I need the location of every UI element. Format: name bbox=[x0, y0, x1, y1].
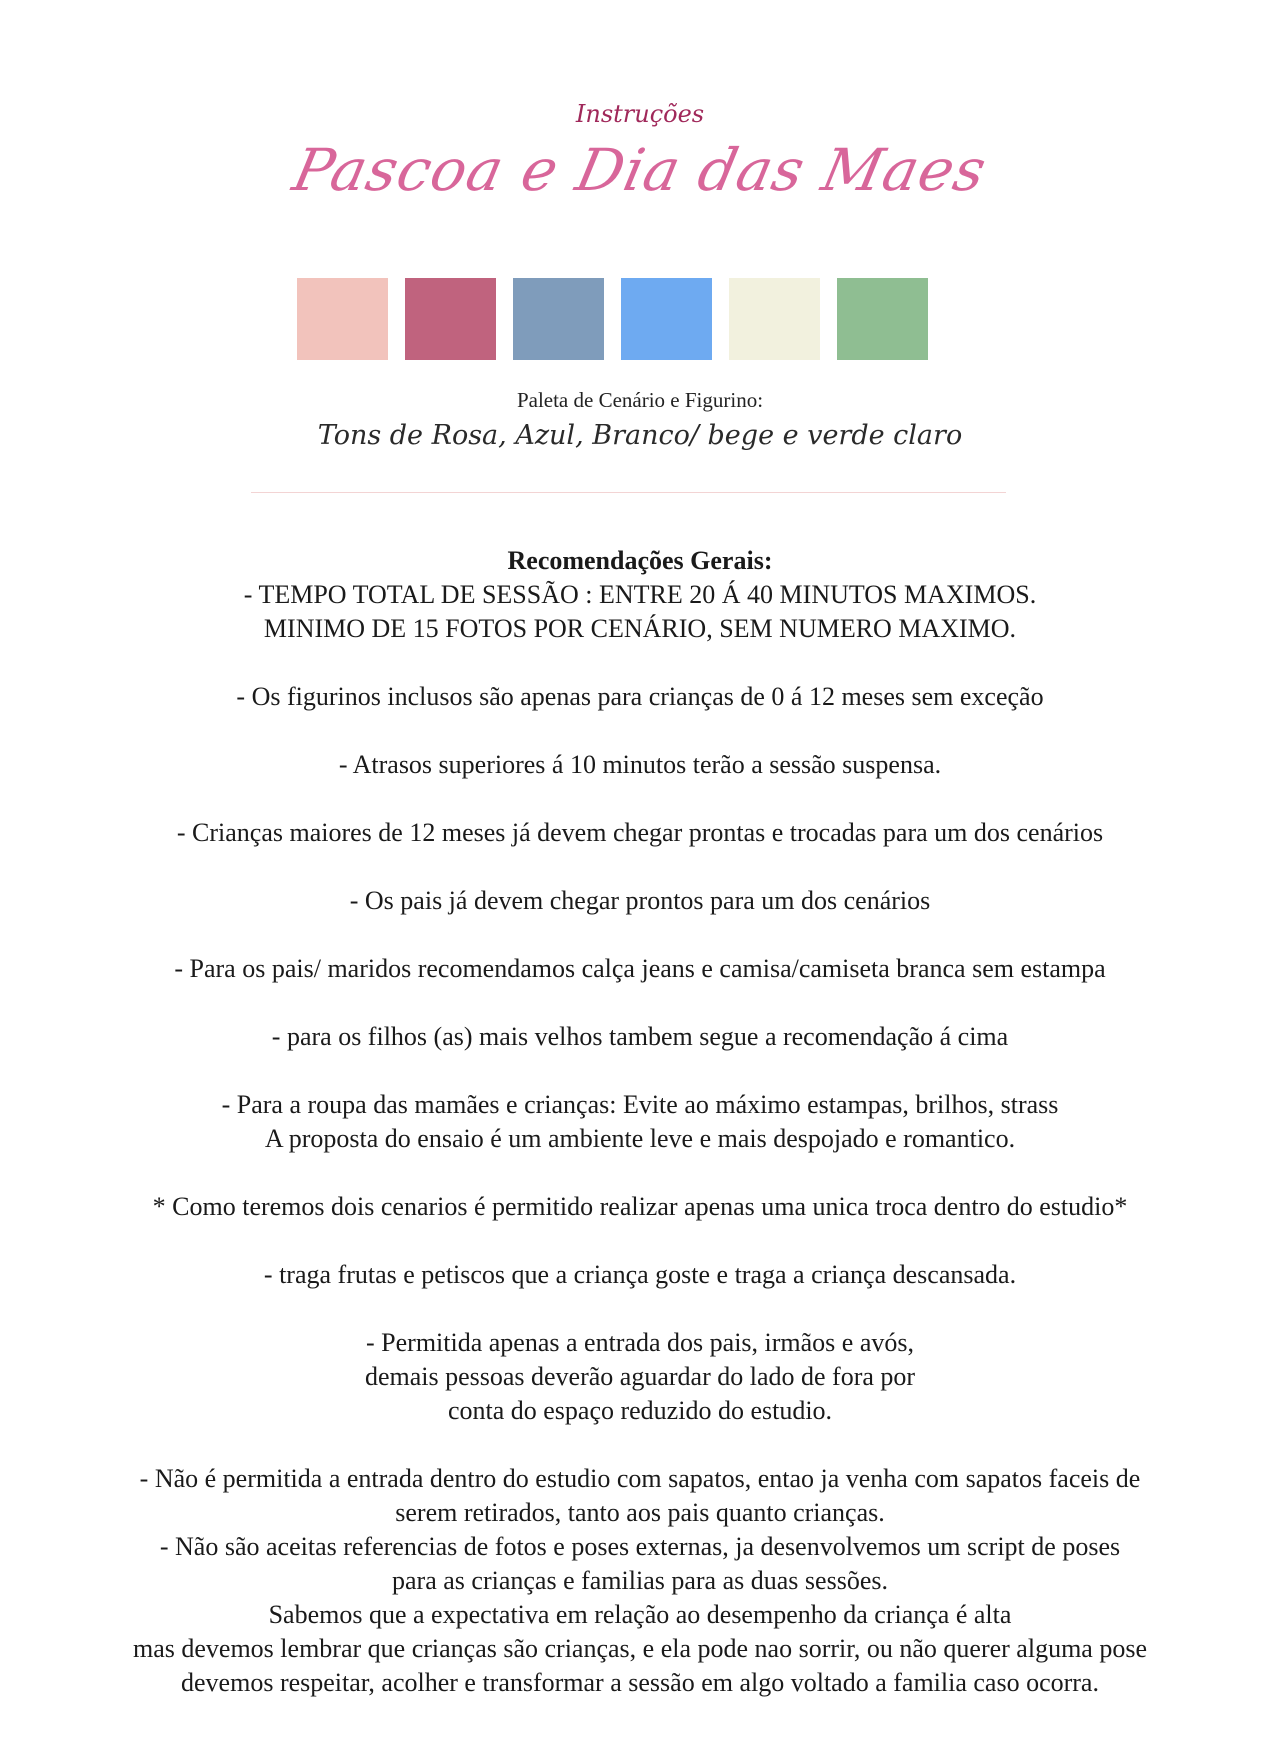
min-photos-text: MINIMO DE 15 FOTOS POR CENÁRIO, SEM NUMERO MAXIMO. bbox=[263, 614, 1017, 643]
entry-text-3: conta do espaço reduzido do estudio. bbox=[447, 1396, 833, 1425]
recommendations-section bbox=[0, 544, 1280, 1700]
swatch-rosa-claro bbox=[297, 278, 388, 360]
scenarios-text: * Como teremos dois cenarios é permitido realizar apenas uma unica troca dentro do estudio* bbox=[152, 1192, 1128, 1221]
swatch-azul-acinzentado bbox=[513, 278, 604, 360]
recommendations-heading: Recomendações Gerais: bbox=[507, 546, 773, 575]
moms-outfit-text: - Para a roupa das mamães e crianças: Evite ao máximo estampas, brilhos, strass bbox=[221, 1090, 1059, 1119]
snacks-text: - traga frutas e petiscos que a criança goste e traga a criança descansada. bbox=[263, 1260, 1017, 1289]
expectations-text-1: Sabemos que a expectativa em relação ao desempenho da criança é alta bbox=[268, 1600, 1012, 1629]
expectations-text-3: devemos respeitar, acolher e transformar a sessão em algo voltado a familia caso ocorra. bbox=[181, 1668, 1099, 1697]
references-text-1: - Não são aceitas referencias de fotos e poses externas, ja desenvolvemos um script de poses bbox=[159, 1532, 1121, 1561]
section-divider bbox=[251, 492, 1006, 493]
moms-outfit-proposal-text: A proposta do ensaio é um ambiente leve e mais despojado e romantico. bbox=[264, 1124, 1016, 1153]
instructions-kicker: Instruções bbox=[575, 100, 705, 128]
fathers-outfit-text: - Para os pais/ maridos recomendamos calça jeans e camisa/camiseta branca sem estampa bbox=[174, 954, 1106, 983]
shoes-text-2: serem retirados, tanto aos pais quanto crianças. bbox=[395, 1498, 885, 1527]
delays-text: - Atrasos superiores á 10 minutos terão a sessão suspensa. bbox=[338, 750, 942, 779]
costumes-text: - Os figurinos inclusos são apenas para crianças de 0 á 12 meses sem exceção bbox=[236, 682, 1044, 711]
entry-text-2: demais pessoas deverão aguardar do lado de fora por bbox=[364, 1362, 916, 1391]
references-text-2: para as crianças e familias para as duas sessões. bbox=[392, 1566, 888, 1595]
parents-ready-text: - Os pais já devem chegar prontos para um dos cenários bbox=[349, 886, 931, 915]
older-children-text: - Crianças maiores de 12 meses já devem chegar prontas e trocadas para um dos cenários bbox=[176, 818, 1104, 847]
swatch-rosa-escuro bbox=[405, 278, 496, 360]
entry-text-1: - Permitida apenas a entrada dos pais, irmãos e avós, bbox=[366, 1328, 914, 1357]
shoes-text-1: - Não é permitida a entrada dentro do estudio com sapatos, entao ja venha com sapatos faceis de bbox=[139, 1464, 1141, 1493]
color-palette bbox=[297, 278, 928, 360]
page-title: Pascoa e Dia das Maes bbox=[287, 136, 993, 204]
older-kids-outfit-text: - para os filhos (as) mais velhos tambem segue a recomendação á cima bbox=[271, 1022, 1009, 1051]
swatch-verde-claro bbox=[837, 278, 928, 360]
palette-description: Tons de Rosa, Azul, Branco/ bege e verde claro bbox=[317, 420, 963, 451]
expectations-text-2: mas devemos lembrar que crianças são crianças, e ela pode nao sorrir, ou não querer alguma pose bbox=[133, 1634, 1147, 1663]
swatch-bege bbox=[729, 278, 820, 360]
session-time-text: - TEMPO TOTAL DE SESSÃO : ENTRE 20 Á 40 MINUTOS MAXIMOS. bbox=[243, 580, 1037, 609]
palette-label: Paleta de Cenário e Figurino: bbox=[516, 388, 764, 412]
swatch-azul bbox=[621, 278, 712, 360]
